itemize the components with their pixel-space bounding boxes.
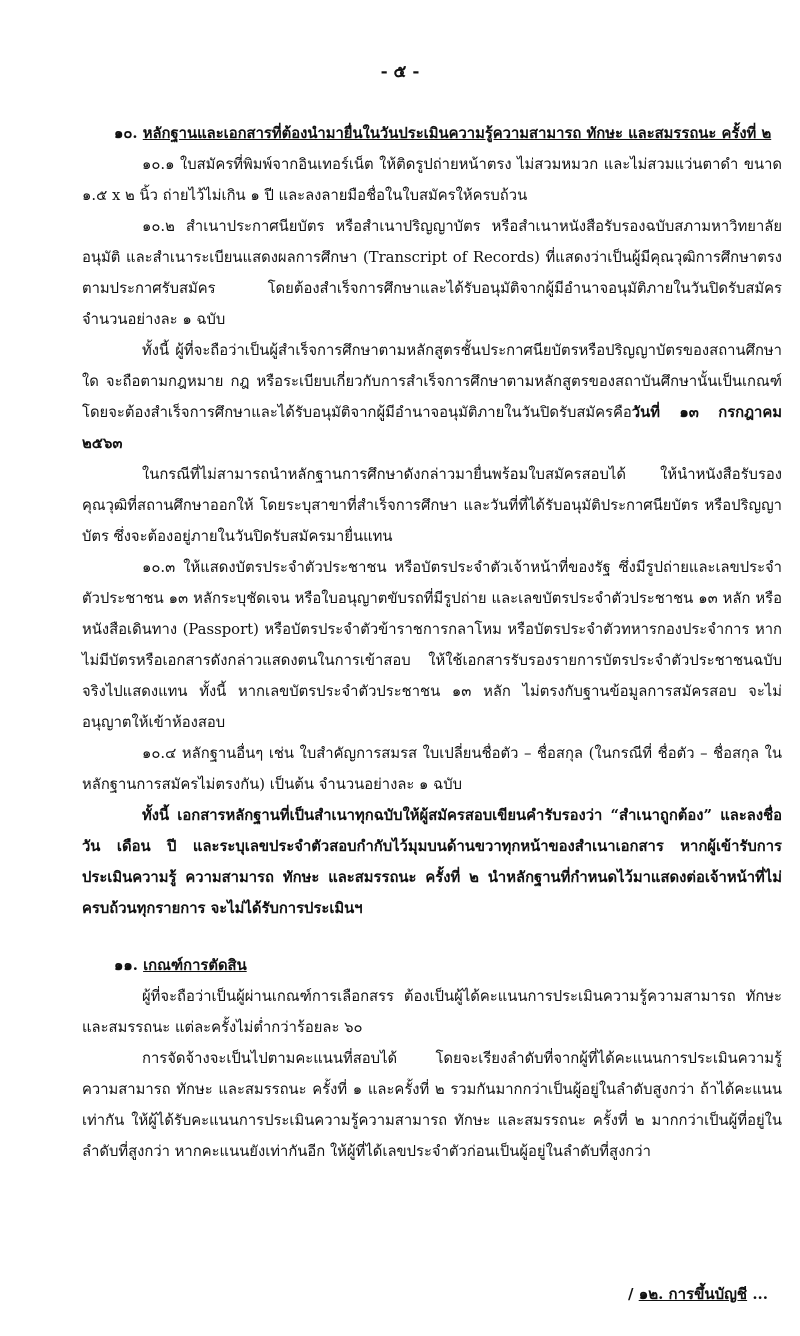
footer-slash: / — [627, 1285, 634, 1303]
paragraph-10-2-note-text: ทั้งนี้ ผู้ที่จะถือว่าเป็นผู้สำเร็จการศึกษาตามหลักสูตรชั้นประกาศนียบัตรหรือปริญญาบัตรของสถานศึกษาใด จะถือตามกฎหมาย กฎ หรือระเบียบเกี่ยวกับการสำเร็จการศึกษาตามหลักสูตรของสถาบันศึกษานั้นเป็นเกณฑ์ โดยจะต้องสำเร็จการศึกษาและได้รับอนุมัติจากผู้มีอำนาจอนุมัติภายในวันปิดรับสมัครคือ — [82, 342, 782, 421]
section-10-title: หลักฐานและเอกสารที่ต้องนำมายื่นในวันประเมินความรู้ความสามารถ ทักษะ และสมรรถนะ ครั้งที่ ๒ — [142, 125, 772, 142]
paragraph-10-2-alternative: ในกรณีที่ไม่สามารถนำหลักฐานการศึกษาดังกล่าวมายื่นพร้อมใบสมัครสอบได้ ให้นำหนังสือรับรองคุณวุฒิที่สถานศึกษาออกให้ โดยระบุสาขาที่สำเร็จการศึกษา และวันที่ที่ได้รับอนุมัติประกาศนียบัตร หรือปริญญาบัตร ซึ่งจะต้องอยู่ภายในวันปิดรับสมัครมายื่นแทน — [82, 466, 782, 545]
closing-date: วันที่ ๑๓ กรกฎาคม ๒๕๖๓ — [82, 404, 782, 452]
paragraph-10-2-note — [82, 335, 782, 459]
next-section-title: ๑๒. การขึ้นบัญชี — [638, 1285, 748, 1303]
paragraph-11-1: ผู้ที่จะถือว่าเป็นผู้ผ่านเกณฑ์การเลือกสรร ต้องเป็นผู้ได้คะแนนการประเมินความรู้ความสามารถ ทักษะ และสมรรถนะ แต่ละครั้งไม่ต่ำกว่าร้อยละ ๖๐ — [82, 988, 782, 1036]
footer-ellipsis: ... — [747, 1285, 768, 1303]
section-11-number: ๑๑. — [114, 957, 138, 974]
page-number: - ๕ - — [380, 62, 420, 82]
section-spacer — [82, 924, 782, 950]
paragraph-10-1: ๑๐.๑ ใบสมัครที่พิมพ์จากอินเทอร์เน็ต ให้ติดรูปถ่ายหน้าตรง ไม่สวมหมวก และไม่สวมแว่นตาดำ ขนาด ๑.๕ x ๒ นิ้ว ถ่ายไว้ไม่เกิน ๑ ปี และลงลายมือชื่อในใบสมัครให้ครบถ้วน — [82, 156, 782, 204]
next-page-reference — [628, 1282, 768, 1306]
section-11-title: เกณฑ์การตัดสิน — [143, 957, 247, 974]
paragraph-10-3: ๑๐.๓ ให้แสดงบัตรประจำตัวประชาชน หรือบัตรประจำตัวเจ้าหน้าที่ของรัฐ ซึ่งมีรูปถ่ายและเลขประจำตัวประชาชน ๑๓ หลักระบุชัดเจน หรือใบอนุญาตขับรถที่มีรูปถ่าย และเลขบัตรประจำตัวประชาชน ๑๓ หลัก หรือหนังสือเดินทาง (Passport) หรือบัตรประจำตัวข้าราชการกลาโหม หรือบัตรประจำตัวทหารกองประจำการ หากไม่มีบัตรหรือเอกสารดังกล่าวแสดงตนในการเข้าสอบ ให้ใช้เอกสารรับรองรายการบัตรประจำตัวประชาชนฉบับจริงไปแสดงแทน ทั้งนี้ หากเลขบัตรประจำตัวประชาชน ๑๓ หลัก ไม่ตรงกับฐานข้อมูลการสมัครสอบ จะไม่อนุญาตให้เข้าห้องสอบ — [82, 559, 782, 731]
paragraph-10-2: ๑๐.๒ สำเนาประกาศนียบัตร หรือสำเนาปริญญาบัตร หรือสำเนาหนังสือรับรองฉบับสภามหาวิทยาลัยอนุมัติ และสำเนาระเบียนแสดงผลการศึกษา (Transcript of Records) ที่แสดงว่าเป็นผู้มีคุณวุฒิการศึกษาตรงตามประกาศรับสมัคร โดยต้องสำเร็จการศึกษาและได้รับอนุมัติจากผู้มีอำนาจอนุมัติภายในวันปิดรับสมัคร จำนวนอย่างละ ๑ ฉบับ — [82, 218, 782, 328]
paragraph-11-2: การจัดจ้างจะเป็นไปตามคะแนนที่สอบได้ โดยจะเรียงลำดับที่จากผู้ที่ได้คะแนนการประเมินความรู้ความสามารถ ทักษะ และสมรรถนะ ครั้งที่ ๑ และครั้งที่ ๒ รวมกันมากกว่าเป็นผู้อยู่ในลำดับสูงกว่า ถ้าได้คะแนนเท่ากัน ให้ผู้ได้รับคะแนนการประเมินความรู้ความสามารถ ทักษะ และสมรรถนะ ครั้งที่ ๒ มากกว่าเป็นผู้ที่อยู่ในลำดับที่สูงกว่า หากคะแนนยังเท่ากันอีก ให้ผู้ที่ได้เลขประจำตัวก่อนเป็นผู้อยู่ในลำดับที่สูงกว่า — [82, 1050, 782, 1160]
document-body — [82, 118, 782, 1167]
section-10-heading — [82, 118, 782, 149]
paragraph-10-note: ทั้งนี้ เอกสารหลักฐานที่เป็นสำเนาทุกฉบับให้ผู้สมัครสอบเขียนคำรับรองว่า “สำเนาถูกต้อง” และลงชื่อ วัน เดือน ปี และระบุเลขประจำตัวสอบกำกับไว้มุมบนด้านขวาทุกหน้าของสำเนาเอกสาร หากผู้เข้ารับการประเมินความรู้ ความสามารถ ทักษะ และสมรรถนะ ครั้งที่ ๒ นำหลักฐานที่กำหนดไว้มาแสดงต่อเจ้าหน้าที่ไม่ครบถ้วนทุกรายการ จะไม่ได้รับการประเมินฯ — [82, 807, 782, 917]
section-10-number: ๑๐. — [114, 125, 138, 142]
section-11-heading — [82, 950, 782, 981]
paragraph-10-4: ๑๐.๔ หลักฐานอื่นๆ เช่น ใบสำคัญการสมรส ใบเปลี่ยนชื่อตัว – ชื่อสกุล (ในกรณีที่ ชื่อตัว – ชื่อสกุล ในหลักฐานการสมัครไม่ตรงกัน) เป็นต้น จำนวนอย่างละ ๑ ฉบับ — [82, 745, 782, 793]
